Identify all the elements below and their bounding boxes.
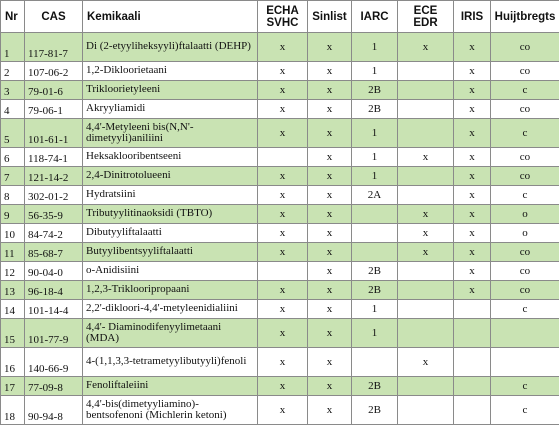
huijtbregts-cell: c	[491, 186, 559, 205]
chemical-name-cell: 1,2,3-Trikloori​propaani	[83, 281, 258, 300]
echa-svhc-cell	[258, 148, 308, 167]
iarc-cell	[352, 205, 398, 224]
huijtbregts-cell: co	[491, 243, 559, 262]
ece-edr-cell: x	[398, 243, 454, 262]
iarc-cell: 1	[352, 119, 398, 148]
nr-cell: 7	[1, 167, 25, 186]
huijtbregts-cell: co	[491, 262, 559, 281]
iris-cell: x	[454, 281, 491, 300]
chemical-name-cell: Heksaklooribentseeni	[83, 148, 258, 167]
echa-svhc-cell: x	[258, 396, 308, 425]
echa-svhc-cell: x	[258, 348, 308, 377]
ece-edr-cell	[398, 167, 454, 186]
echa-svhc-cell: x	[258, 33, 308, 62]
iarc-cell: 1	[352, 33, 398, 62]
sinlist-cell: x	[308, 319, 352, 348]
echa-svhc-cell: x	[258, 167, 308, 186]
nr-cell: 1	[1, 33, 25, 62]
sinlist-cell: x	[308, 262, 352, 281]
huijtbregts-cell	[491, 348, 559, 377]
huijtbregts-cell: c	[491, 300, 559, 319]
echa-svhc-cell: x	[258, 100, 308, 119]
cas-cell: 84-74-2	[25, 224, 83, 243]
iris-cell	[454, 377, 491, 396]
ece-edr-cell	[398, 300, 454, 319]
table-row	[1, 186, 559, 205]
ece-edr-cell: x	[398, 205, 454, 224]
header-ece-edr: ECE EDR	[398, 1, 454, 33]
sinlist-cell: x	[308, 205, 352, 224]
huijtbregts-cell: o	[491, 224, 559, 243]
iris-cell: x	[454, 262, 491, 281]
ece-edr-cell	[398, 319, 454, 348]
chemical-name-cell: Fenoliftaleiini	[83, 377, 258, 396]
nr-cell: 10	[1, 224, 25, 243]
nr-cell: 8	[1, 186, 25, 205]
ece-edr-cell	[398, 262, 454, 281]
cas-cell: 117-81-7	[25, 33, 83, 62]
nr-cell: 12	[1, 262, 25, 281]
cas-cell: 79-06-1	[25, 100, 83, 119]
header-nr: Nr	[1, 1, 25, 33]
iris-cell: x	[454, 100, 491, 119]
chemical-name-cell: 4,4'-bis(dimetyyliamino)-bentsofenoni (Michlerin ketoni)	[83, 396, 258, 425]
iarc-cell: 2B	[352, 396, 398, 425]
huijtbregts-cell: co	[491, 148, 559, 167]
nr-cell: 9	[1, 205, 25, 224]
header-sinlist: Sinlist	[308, 1, 352, 33]
chemical-name-cell: Di (2-etyyliheksyyli)ftalaatti (DEHP)	[83, 33, 258, 62]
sinlist-cell: x	[308, 396, 352, 425]
huijtbregts-cell: c	[491, 396, 559, 425]
huijtbregts-cell: co	[491, 167, 559, 186]
chemical-name-cell: 4,4'- Diaminodifenyylimetaani (MDA)	[83, 319, 258, 348]
huijtbregts-cell: o	[491, 205, 559, 224]
header-cas: CAS	[25, 1, 83, 33]
sinlist-cell: x	[308, 62, 352, 81]
echa-svhc-cell: x	[258, 119, 308, 148]
huijtbregts-cell: co	[491, 33, 559, 62]
nr-cell: 13	[1, 281, 25, 300]
chemical-name-cell: Tributyylitinaoksidi (TBTO)	[83, 205, 258, 224]
echa-svhc-cell: x	[258, 205, 308, 224]
cas-cell: 101-77-9	[25, 319, 83, 348]
chemical-name-cell: 4-(1,1,3,3-tetrametyylibutyyli)fenoli	[83, 348, 258, 377]
nr-cell: 17	[1, 377, 25, 396]
iarc-cell: 1	[352, 300, 398, 319]
echa-svhc-cell: x	[258, 319, 308, 348]
iris-cell	[454, 396, 491, 425]
sinlist-cell: x	[308, 148, 352, 167]
nr-cell: 18	[1, 396, 25, 425]
cas-cell: 101-61-1	[25, 119, 83, 148]
huijtbregts-cell: c	[491, 81, 559, 100]
cas-cell: 107-06-2	[25, 62, 83, 81]
ece-edr-cell	[398, 81, 454, 100]
huijtbregts-cell: co	[491, 62, 559, 81]
sinlist-cell: x	[308, 186, 352, 205]
iris-cell	[454, 319, 491, 348]
echa-svhc-cell: x	[258, 224, 308, 243]
chemical-name-cell: Akryyliamidi	[83, 100, 258, 119]
nr-cell: 3	[1, 81, 25, 100]
ece-edr-cell: x	[398, 33, 454, 62]
iarc-cell: 1	[352, 167, 398, 186]
chemical-name-cell: Butyylibentsyyliftalaatti	[83, 243, 258, 262]
sinlist-cell: x	[308, 348, 352, 377]
table-row	[1, 100, 559, 119]
cas-cell: 85-68-7	[25, 243, 83, 262]
nr-cell: 5	[1, 119, 25, 148]
echa-svhc-cell: x	[258, 377, 308, 396]
echa-svhc-cell: x	[258, 81, 308, 100]
iris-cell: x	[454, 81, 491, 100]
iris-cell: x	[454, 33, 491, 62]
sinlist-cell: x	[308, 224, 352, 243]
cas-cell: 302-01-2	[25, 186, 83, 205]
header-kemikaali: Kemikaali	[83, 1, 258, 33]
iarc-cell	[352, 224, 398, 243]
nr-cell: 16	[1, 348, 25, 377]
table-row	[1, 262, 559, 281]
cas-cell: 96-18-4	[25, 281, 83, 300]
header-row	[1, 1, 559, 33]
iris-cell: x	[454, 243, 491, 262]
iarc-cell: 2B	[352, 100, 398, 119]
chemical-name-cell: Dibutyyliftalaatti	[83, 224, 258, 243]
cas-cell: 56-35-9	[25, 205, 83, 224]
ece-edr-cell	[398, 396, 454, 425]
echa-svhc-cell	[258, 262, 308, 281]
table-row	[1, 62, 559, 81]
table-row	[1, 396, 559, 425]
sinlist-cell: x	[308, 167, 352, 186]
header-iris: IRIS	[454, 1, 491, 33]
ece-edr-cell	[398, 377, 454, 396]
iris-cell: x	[454, 62, 491, 81]
cas-cell: 90-94-8	[25, 396, 83, 425]
iris-cell: x	[454, 167, 491, 186]
chemical-name-cell: Hydratsiini	[83, 186, 258, 205]
table-row	[1, 377, 559, 396]
sinlist-cell: x	[308, 119, 352, 148]
cas-cell: 118-74-1	[25, 148, 83, 167]
iris-cell: x	[454, 205, 491, 224]
huijtbregts-cell: c	[491, 119, 559, 148]
sinlist-cell: x	[308, 243, 352, 262]
echa-svhc-cell: x	[258, 62, 308, 81]
iarc-cell: 2B	[352, 262, 398, 281]
chemical-name-cell: 2,2'-dikloori-4,4'-metyleenidialiini	[83, 300, 258, 319]
iarc-cell: 1	[352, 62, 398, 81]
table-row	[1, 33, 559, 62]
iarc-cell: 2B	[352, 281, 398, 300]
sinlist-cell: x	[308, 281, 352, 300]
cas-cell: 90-04-0	[25, 262, 83, 281]
echa-svhc-cell: x	[258, 243, 308, 262]
cas-cell: 121-14-2	[25, 167, 83, 186]
sinlist-cell: x	[308, 81, 352, 100]
huijtbregts-cell: c	[491, 377, 559, 396]
iarc-cell: 1	[352, 148, 398, 167]
iarc-cell	[352, 243, 398, 262]
ece-edr-cell: x	[398, 224, 454, 243]
nr-cell: 15	[1, 319, 25, 348]
table-row	[1, 281, 559, 300]
table-row	[1, 167, 559, 186]
ece-edr-cell	[398, 100, 454, 119]
ece-edr-cell	[398, 62, 454, 81]
huijtbregts-cell: co	[491, 100, 559, 119]
ece-edr-cell	[398, 119, 454, 148]
chemical-name-cell: 4,4'-Metyleeni bis(N,N'-dimetyyli)aniliini	[83, 119, 258, 148]
ece-edr-cell	[398, 186, 454, 205]
sinlist-cell: x	[308, 33, 352, 62]
iris-cell: x	[454, 148, 491, 167]
chemical-name-cell: 1,2-Dikloorietaani	[83, 62, 258, 81]
nr-cell: 4	[1, 100, 25, 119]
echa-svhc-cell: x	[258, 281, 308, 300]
iarc-cell: 2B	[352, 377, 398, 396]
ece-edr-cell	[398, 281, 454, 300]
table-row	[1, 348, 559, 377]
table-row	[1, 81, 559, 100]
chemical-name-cell: o-Anidisiini	[83, 262, 258, 281]
iris-cell: x	[454, 224, 491, 243]
cas-cell: 77-09-8	[25, 377, 83, 396]
header-echa-svhc: ECHA SVHC	[258, 1, 308, 33]
cas-cell: 101-14-4	[25, 300, 83, 319]
table-row	[1, 119, 559, 148]
sinlist-cell: x	[308, 100, 352, 119]
iarc-cell: 2A	[352, 186, 398, 205]
header-iarc: IARC	[352, 1, 398, 33]
table-row	[1, 224, 559, 243]
echa-svhc-cell: x	[258, 186, 308, 205]
nr-cell: 11	[1, 243, 25, 262]
ece-edr-cell: x	[398, 348, 454, 377]
iris-cell	[454, 348, 491, 377]
table-row	[1, 243, 559, 262]
iarc-cell: 1	[352, 319, 398, 348]
table-body	[1, 33, 559, 425]
nr-cell: 2	[1, 62, 25, 81]
iris-cell: x	[454, 119, 491, 148]
cas-cell: 79-01-6	[25, 81, 83, 100]
table-row	[1, 148, 559, 167]
iarc-cell: 2B	[352, 81, 398, 100]
table-row	[1, 205, 559, 224]
sinlist-cell: x	[308, 300, 352, 319]
table-row	[1, 300, 559, 319]
nr-cell: 14	[1, 300, 25, 319]
iris-cell: x	[454, 186, 491, 205]
iarc-cell	[352, 348, 398, 377]
iris-cell	[454, 300, 491, 319]
echa-svhc-cell: x	[258, 300, 308, 319]
sinlist-cell: x	[308, 377, 352, 396]
chemical-name-cell: 2,4-Dinitrotolueeni	[83, 167, 258, 186]
chemical-name-cell: Trikloorietyleeni	[83, 81, 258, 100]
huijtbregts-cell	[491, 319, 559, 348]
huijtbregts-cell: co	[491, 281, 559, 300]
cas-cell: 140-66-9	[25, 348, 83, 377]
ece-edr-cell: x	[398, 148, 454, 167]
nr-cell: 6	[1, 148, 25, 167]
header-huijtbregts: Huijtbregts	[491, 1, 559, 33]
table-row	[1, 319, 559, 348]
